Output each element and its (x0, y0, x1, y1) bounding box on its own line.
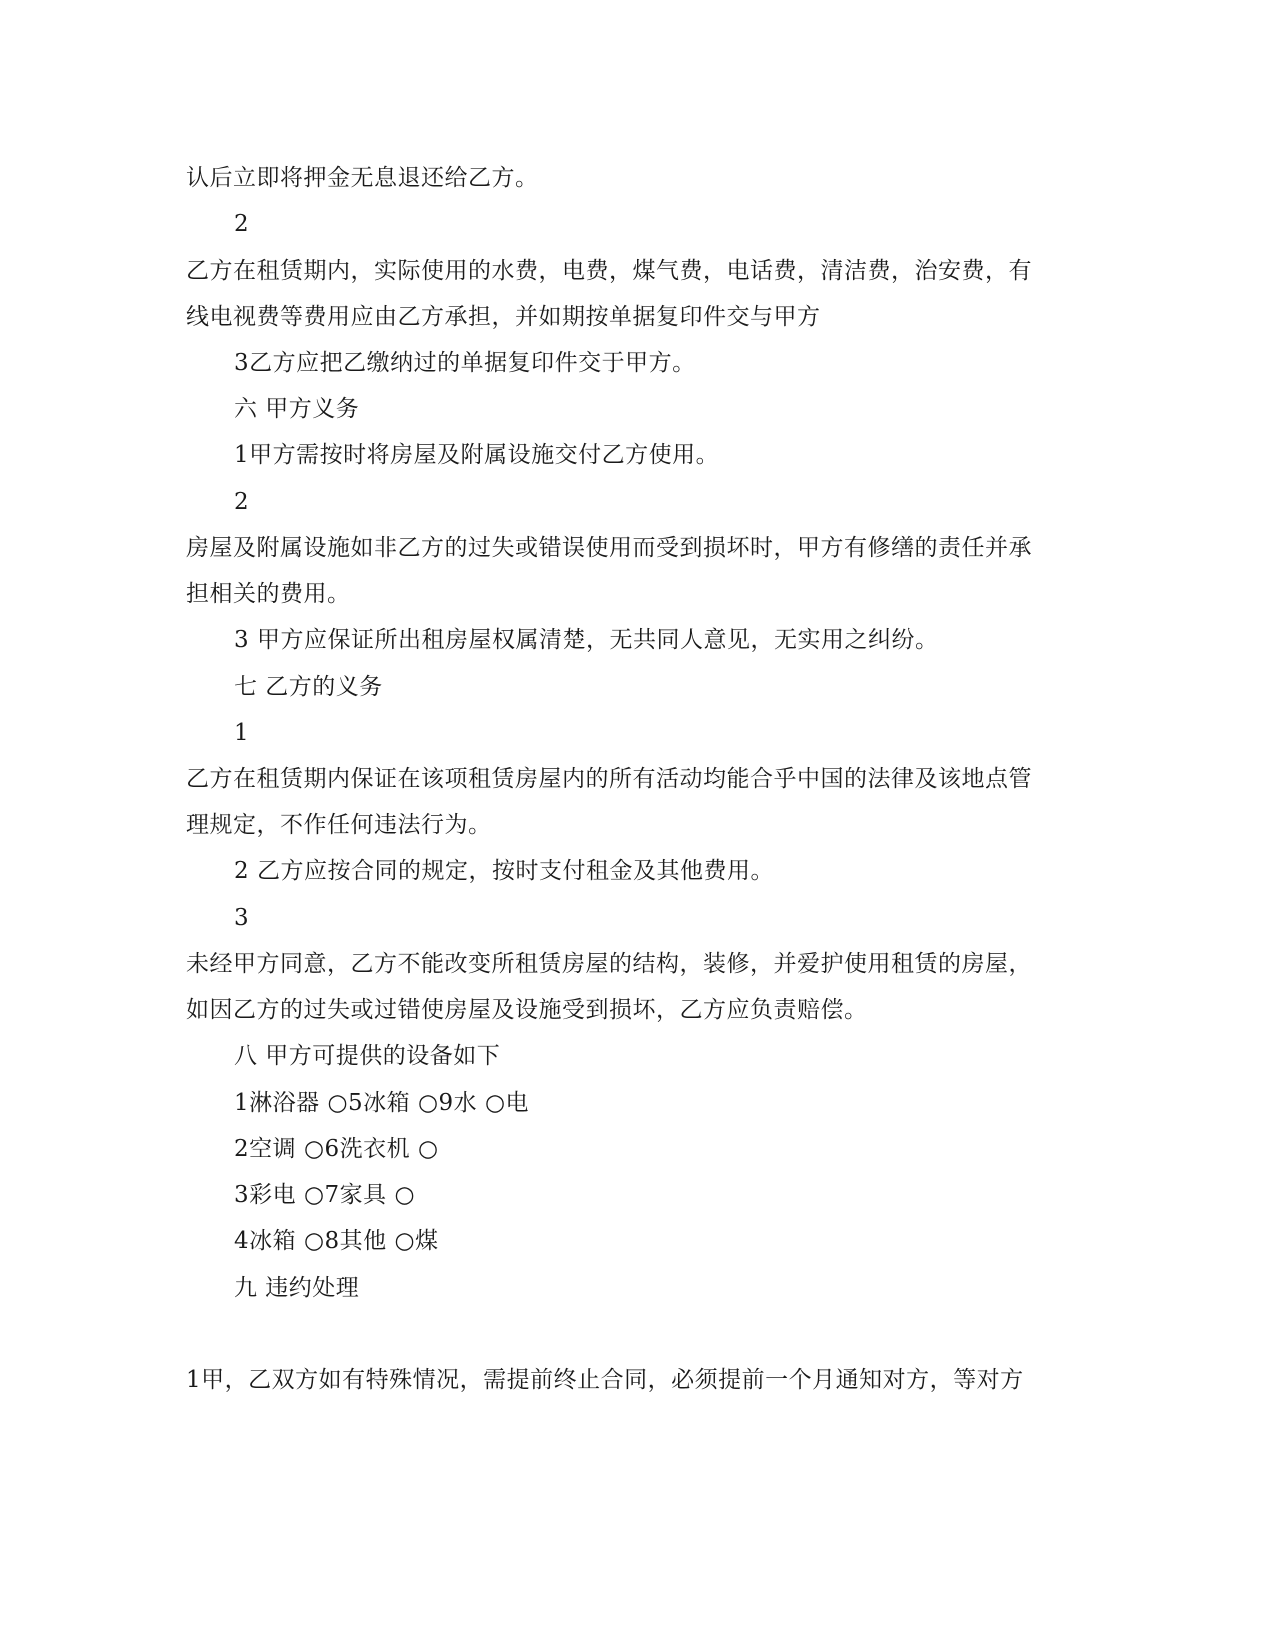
section-heading-6: 六 甲方义务 (234, 396, 360, 422)
section-heading-9: 九 违约处理 (234, 1275, 360, 1301)
section-heading-8: 八 甲方可提供的设备如下 (234, 1043, 501, 1069)
text-line-18: 未经甲方同意，乙方不能改变所租赁房屋的结构，装修，并爱护使用租赁的房屋， (186, 951, 1032, 977)
text-line-15: 理规定，不作任何违法行为。 (186, 812, 492, 838)
text-line-19: 如因乙方的过失或过错使房屋及设施受到损坏，乙方应负责赔偿。 (186, 997, 868, 1023)
text-line-10: 担相关的费用。 (186, 581, 351, 607)
equipment-row-1: 1淋浴器 ○5冰箱 ○9水 ○电 (234, 1090, 530, 1116)
text-line-3: 乙方在租赁期内，实际使用的水费，电费，煤气费，电话费，清洁费，治安费，有 (186, 258, 1032, 284)
text-line-1: 认后立即将押金无息退还给乙方。 (186, 165, 539, 191)
text-line-16: 2 乙方应按合同的规定，按时支付租金及其他费用。 (234, 858, 774, 884)
equipment-row-3: 3彩电 ○7家具 ○ (234, 1182, 416, 1208)
text-line-7: 1甲方需按时将房屋及附属设施交付乙方使用。 (234, 442, 720, 468)
section-heading-7: 七 乙方的义务 (234, 674, 383, 700)
text-line-11: 3 甲方应保证所出租房屋权属清楚，无共同人意见，无实用之纠纷。 (234, 627, 939, 653)
item-number-13: 1 (234, 720, 250, 746)
item-number-17: 3 (234, 905, 250, 931)
text-line-5: 3乙方应把乙缴纳过的单据复印件交于甲方。 (234, 350, 696, 376)
text-line-14: 乙方在租赁期内保证在该项租赁房屋内的所有活动均能合乎中国的法律及该地点管 (186, 766, 1032, 792)
text-line-9: 房屋及附属设施如非乙方的过失或错误使用而受到损坏时，甲方有修缮的责任并承 (186, 535, 1032, 561)
equipment-row-4: 4冰箱 ○8其他 ○煤 (234, 1228, 439, 1254)
text-line-26: 1甲，乙双方如有特殊情况，需提前终止合同，必须提前一个月通知对方，等对方 (186, 1367, 1024, 1393)
equipment-row-2: 2空调 ○6洗衣机 ○ (234, 1136, 439, 1162)
item-number-8: 2 (234, 489, 250, 515)
item-number-2: 2 (234, 211, 250, 237)
text-line-4: 线电视费等费用应由乙方承担，并如期按单据复印件交与甲方 (186, 304, 821, 330)
